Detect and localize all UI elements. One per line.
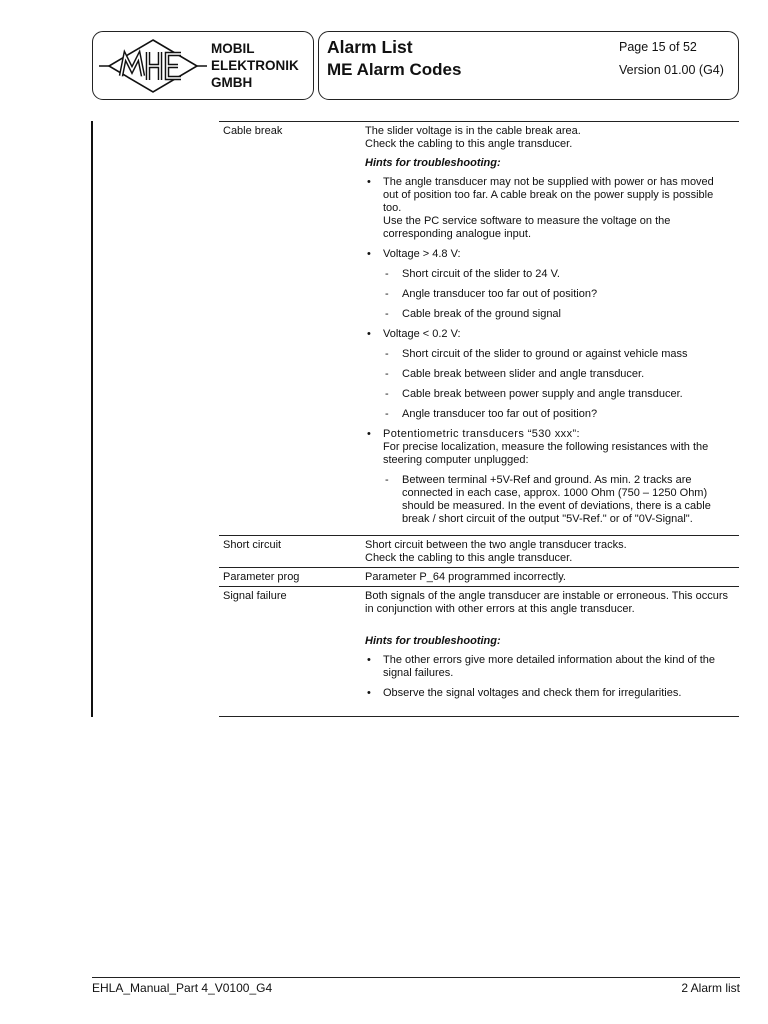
item-text: Angle transducer too far out of position?: [402, 408, 598, 420]
company-line-2: ELEKTRONIK: [211, 58, 299, 73]
item-text: The other errors give more detailed information about the kind of the signal failures.: [383, 654, 716, 679]
sub-list-item: [365, 308, 731, 321]
item-text: Cable break between power supply and angle transducer.: [402, 388, 683, 400]
bullet-mark: •: [367, 654, 371, 666]
dash-mark: -: [385, 388, 389, 400]
item-text: Short circuit of the slider to ground or against vehicle mass: [402, 348, 688, 360]
bullet-mark: •: [367, 248, 371, 260]
table-row: [219, 536, 739, 568]
page-number: Page 15 of 52: [619, 40, 697, 54]
description-line: The slider voltage is in the cable break area.: [365, 125, 581, 137]
alarm-name: Signal failure: [223, 590, 287, 602]
list-item: [365, 328, 731, 341]
table-row: [219, 587, 739, 717]
item-text: Voltage < 0.2 V:: [383, 328, 461, 340]
item-text: For precise localization, measure the following resistances with the steering computer unplugged:: [383, 441, 709, 466]
item-text: Between terminal +5V-Ref and ground. As min. 2 tracks are connected in each case, approx. 1000 Ohm (750 – 1250 Ohm) should be measured. In the event of deviations, there is a cable break / short circuit of the output "5V-Ref." or of "0V-Signal".: [402, 474, 711, 525]
bullet-mark: •: [367, 687, 371, 699]
bullet-mark: •: [367, 176, 371, 188]
description-line: Short circuit between the two angle transducer tracks.: [365, 539, 627, 551]
description-line: Check the cabling to this angle transducer.: [365, 552, 573, 564]
dash-mark: -: [385, 268, 389, 280]
dash-mark: -: [385, 348, 389, 360]
bullet-mark: •: [367, 328, 371, 340]
document-title: Alarm List: [327, 37, 413, 57]
dash-mark: -: [385, 368, 389, 380]
description-line: Parameter P_64 programmed incorrectly.: [365, 571, 566, 583]
item-text: Voltage > 4.8 V:: [383, 248, 461, 260]
item-text: Use the PC service software to measure the voltage on the corresponding analogue input.: [383, 215, 671, 240]
company-line-1: MOBIL: [211, 41, 255, 56]
alarm-name: Cable break: [223, 125, 283, 137]
description-line: Both signals of the angle transducer are instable or erroneous. This occurs in conjunction with other errors at this angle transducer.: [365, 590, 728, 615]
alarm-description: [363, 568, 739, 587]
company-name: [211, 40, 299, 91]
dash-mark: -: [385, 308, 389, 320]
list-item: [365, 248, 731, 261]
item-text: Potentiometric transducers “530 xxx”:: [383, 428, 580, 440]
item-text: Observe the signal voltages and check them for irregularities.: [383, 687, 682, 699]
company-line-3: GMBH: [211, 75, 253, 90]
footer-section-name: 2 Alarm list: [681, 981, 740, 995]
document-subtitle: ME Alarm Codes: [327, 60, 462, 79]
spacer: [365, 616, 731, 629]
sub-list-item: [365, 368, 731, 381]
list-item: [365, 176, 731, 241]
change-bar: [91, 121, 93, 717]
description-line: Check the cabling to this angle transducer.: [365, 138, 573, 150]
dash-mark: -: [385, 288, 389, 300]
sub-list-item: [365, 408, 731, 421]
version-label: Version 01.00 (G4): [619, 63, 724, 77]
alarm-name: Parameter prog: [223, 571, 300, 583]
item-text: Short circuit of the slider to 24 V.: [402, 268, 560, 280]
sub-list-item: [365, 388, 731, 401]
sub-list-item: [365, 474, 731, 526]
item-text: The angle transducer may not be supplied with power or has moved out of position too far. A cable break on the power supply is possible too.: [383, 176, 714, 214]
list-item: [365, 654, 731, 680]
alarm-description: [363, 587, 739, 717]
dash-mark: -: [385, 474, 389, 486]
table-row: [219, 122, 739, 536]
alarm-table: [219, 121, 739, 717]
dash-mark: -: [385, 408, 389, 420]
hint-title: Hints for troubleshooting:: [365, 157, 501, 169]
item-text: Angle transducer too far out of position?: [402, 288, 598, 300]
item-text: Cable break of the ground signal: [402, 308, 561, 320]
sub-list-item: [365, 268, 731, 281]
footer-document-name: EHLA_Manual_Part 4_V0100_G4: [92, 981, 273, 995]
mobil-elektronik-logo-icon: [97, 36, 209, 96]
document-header-box: [318, 31, 739, 100]
item-text: Cable break between slider and angle transducer.: [402, 368, 645, 380]
footer-divider: [92, 977, 740, 978]
alarm-description: [363, 122, 739, 536]
hint-title: Hints for troubleshooting:: [365, 635, 501, 647]
bullet-mark: •: [367, 428, 371, 440]
list-item: [365, 428, 731, 467]
sub-list-item: [365, 288, 731, 301]
alarm-name: Short circuit: [223, 539, 282, 551]
list-item: [365, 687, 731, 700]
alarm-description: [363, 536, 739, 568]
table-row: [219, 568, 739, 587]
company-header-box: [92, 31, 314, 100]
sub-list-item: [365, 348, 731, 361]
